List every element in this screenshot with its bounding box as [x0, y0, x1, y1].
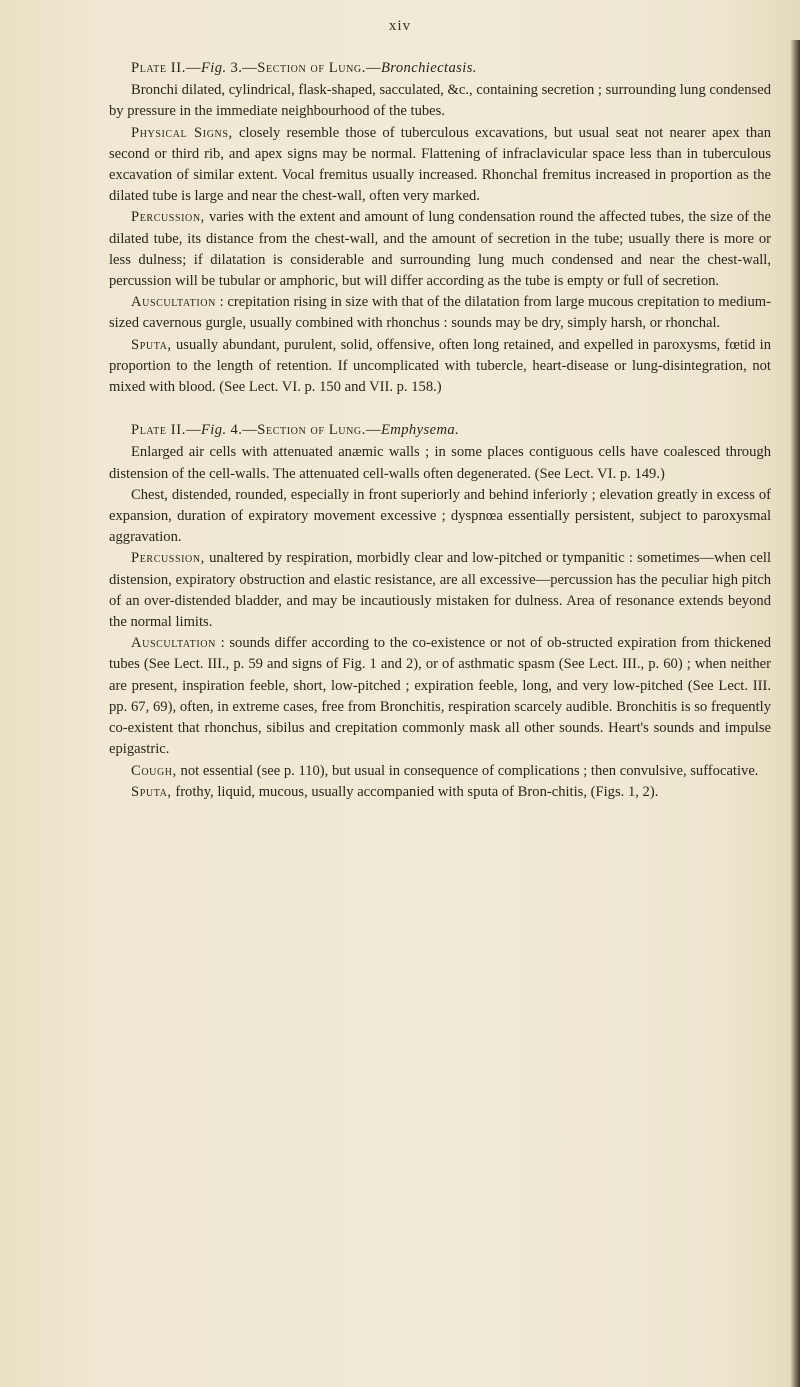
paragraph: Cough, not essential (see p. 110), but usual in consequence of complications ; then convulsive, suffocative. — [131, 762, 759, 779]
plate-heading: Plate II.—Fig. 3.—Section of Lung.—Bronchiectasis. — [131, 60, 477, 76]
plate-section-bronchiectasis — [109, 58, 771, 398]
paragraph: Auscultation : sounds differ according to the co-existence or not of ob-structed expiration from thickened tubes (See Lect. III., p. 59 and signs of Fig. 1 and 2), or of asthmatic spasm (See Lect. III., p. 60) ; when neither are present, inspiration feeble, short, low-pitched ; expiration feeble, long, and very low-pitched (See Lect. III. pp. 67, 69), often, in extreme cases, free from Bronchitis, respiration scarcely audible. Bronchitis is so frequently co-existent that rhonchus, sibilus and crepitation commonly mask all other sounds. Heart's sounds and impulse epigastric. — [109, 635, 771, 758]
paragraph: Percussion, varies with the extent and amount of lung condensation round the affected tubes, the size of the dilated tube, its distance from the chest-wall, and the amount of secretion in the tube; usually there is more or less dulness; if dilatation is considerable and surrounding lung much condensed and near the chest-wall, percussion will be tubular or amphoric, but will differ according as the tube is empty or full of secretion. — [109, 209, 771, 290]
paragraph: Sputa, frothy, liquid, mucous, usually accompanied with sputa of Bron-chitis, (Figs. 1, 2). — [131, 783, 659, 800]
page-content — [109, 58, 771, 803]
page-edge-shadow — [790, 40, 800, 1387]
paragraph: Auscultation : crepitation rising in size with that of the dilatation from large mucous crepitation to medium-sized cavernous gurgle, usually combined with rhonchus : sounds may be dry, simply harsh, or rhonchal. — [109, 294, 771, 332]
paragraph: Sputa, usually abundant, purulent, solid, offensive, often long retained, and expelled in paroxysms, fœtid in proportion to the length of retention. If uncomplicated with tubercle, heart-disease or lung-disintegration, not mixed with blood. (See Lect. VI. p. 150 and VII. p. 158.) — [109, 336, 771, 396]
paragraph: Physical Signs, closely resemble those of tuberculous excavations, but usual seat not nearer apex than second or third rib, and apex signs may be normal. Flattening of infraclavicular space less than in tuberculous excavation of similar extent. Vocal fremitus usually increased. Rhonchal fremitus increased in proportion as the dilated tube is large and near the chest-wall, often very marked. — [109, 124, 771, 205]
paragraph: Bronchi dilated, cylindrical, flask-shaped, sacculated, &c., containing secretion ; surrounding lung condensed by pressure in the immediate neighbourhood of the tubes. — [109, 82, 771, 120]
page-number: xiv — [388, 18, 412, 34]
paragraph: Percussion, unaltered by respiration, morbidly clear and low-pitched or tympanitic : sometimes—when cell distension, expiratory obstruction and elastic resistance, are all excessive—percussion has the peculiar high pitch of an over-distended bladder, and may be incautiously mistaken for dulness. Area of resonance extends beyond the normal limits. — [109, 550, 771, 631]
plate-heading: Plate II.—Fig. 4.—Section of Lung.—Emphysema. — [131, 422, 460, 439]
plate-section-emphysema — [109, 420, 771, 803]
paragraph: Chest, distended, rounded, especially in front superiorly and behind inferiorly ; elevation greatly in excess of expansion, duration of expiratory movement excessive ; dyspnœa essentially persistent, subject to paroxysmal aggravation. — [109, 486, 771, 546]
paragraph: Enlarged air cells with attenuated anæmic walls ; in some places contiguous cells have coalesced through distension of the cell-walls. The attenuated cell-walls often degenerated. (See Lect. VI. p. 149.) — [109, 444, 771, 482]
